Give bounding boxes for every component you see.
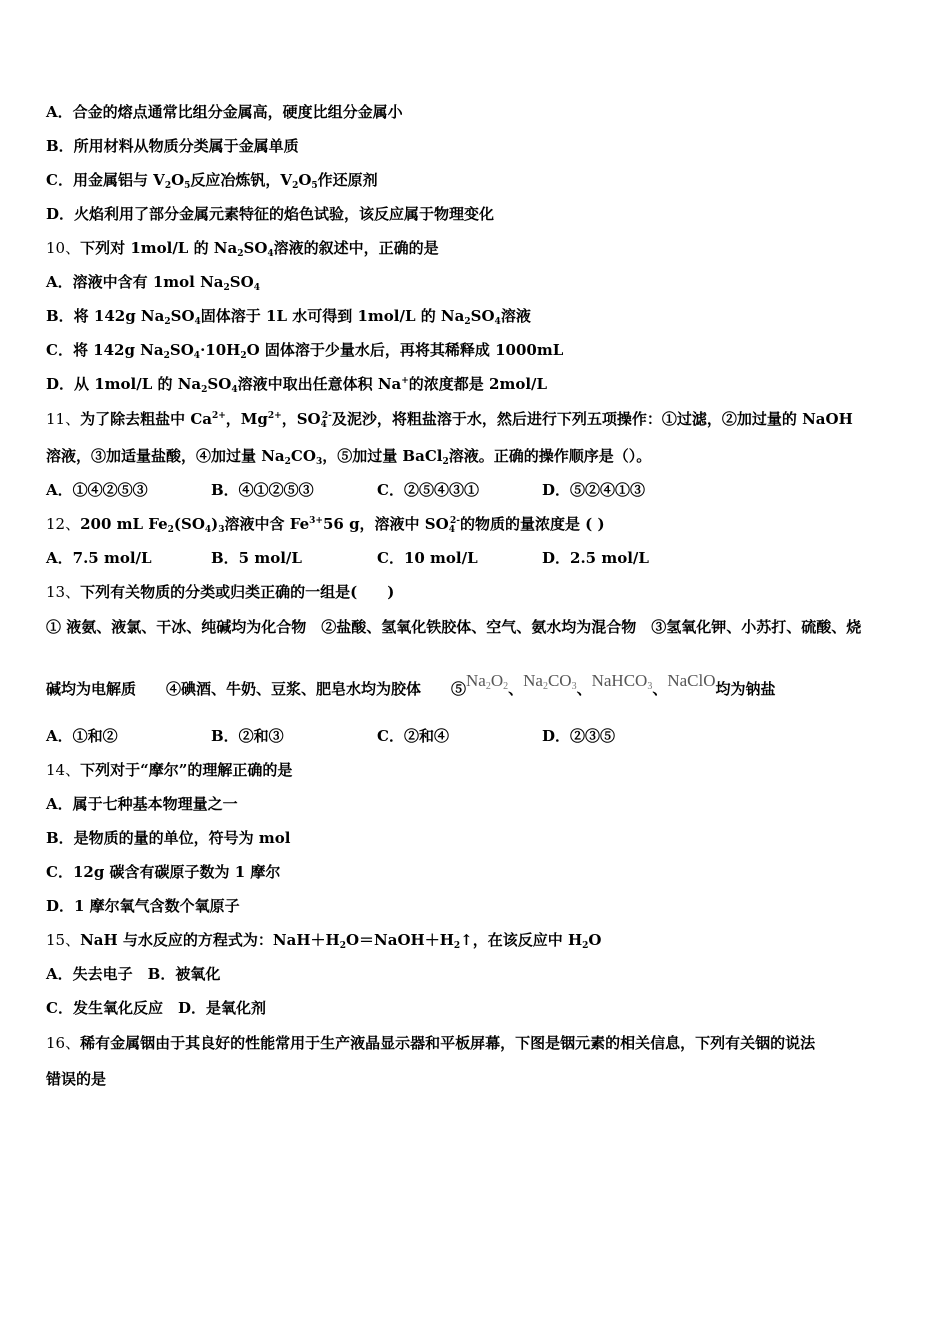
q10-option-d: D．从 1mol/L 的 $Na_2SO_4$溶液中取出任意体积 Na+的浓度都是 2mol/L bbox=[46, 375, 548, 395]
q11-option-b: B．④①②⑤③ bbox=[211, 481, 314, 499]
q14-option-b: B．是物质的量的单位，符号为 mol bbox=[46, 829, 291, 847]
q14-stem: 14、下列对于“摩尔”的理解正确的是 bbox=[46, 761, 293, 779]
q16-stem-line2: 错误的是 bbox=[46, 1070, 107, 1088]
q10-option-c: C．将 142g $Na_2SO_4\cdot 10H_2O$ 固体溶于少量水后，再将其稀释成 1000mL bbox=[46, 341, 564, 361]
q12-option-b: B．5 mol/L bbox=[211, 549, 302, 567]
q9-option-c: C．用金属铝与 $V_2O_5$反应冶炼钒，$V_2O_5$作还原剂 bbox=[46, 171, 378, 191]
q11-stem-line1: 11、为了除去粗盐中 $Ca^{2+}$，$Mg^{2+}$，$SO_4^{2-}$及泥沙，将粗盐溶于水，然后进行下列五项操作：①过滤，②加过量的 NaOH bbox=[46, 410, 853, 430]
q9-option-d: D．火焰利用了部分金属元素特征的焰色试验，该反应属于物理变化 bbox=[46, 205, 495, 223]
q12-option-d: D．2.5 mol/L bbox=[542, 549, 649, 567]
formula-na2co3: $Na_2CO_3$ bbox=[523, 671, 577, 692]
q14-option-c: C．12g 碳含有碳原子数为 1 摩尔 bbox=[46, 863, 281, 881]
q13-option-b: B．②和③ bbox=[211, 727, 284, 745]
q15-options-ab: A．失去电子 B．被氧化 bbox=[46, 965, 221, 983]
q13-option-d: D．②③⑤ bbox=[542, 727, 616, 745]
q13-stem: 13、下列有关物质的分类或归类正确的一组是( ) bbox=[46, 583, 395, 601]
q13-statement-line1: ① 液氨、液氯、干冰、纯碱均为化合物 ②盐酸、氢氧化铁胶体、空气、氨水均为混合物 ③氢氧化钾、小苏打、硫酸、烧 bbox=[46, 618, 862, 636]
q10-stem: 10、下列对 1mol/L 的 $Na_2SO_4$溶液的叙述中，正确的是 bbox=[46, 239, 439, 259]
q15-options-cd: C．发生氧化反应 D．是氧化剂 bbox=[46, 999, 266, 1017]
q10-option-b: B．将 142g $Na_2SO_4$固体溶于 1L 水可得到 1mol/L 的 $Na_2SO_4$溶液 bbox=[46, 307, 531, 327]
q11-option-a: A．①④②⑤③ bbox=[46, 481, 148, 499]
q13-statement-line2: 碱均为电解质 ④碘酒、牛奶、豆浆、肥皂水均为胶体 $⑤Na_2O_2$、$Na_2CO_3$、NaHCO$_3$、NaClO均为钠盐 bbox=[46, 671, 776, 698]
q10-option-a: A．溶液中含有 1mol $Na_2SO_4$ bbox=[46, 273, 260, 293]
formula-na2o2: $Na_2O_2$ bbox=[466, 671, 509, 692]
q16-stem-line1: 16、稀有金属铟由于其良好的性能常用于生产液晶显示器和平板屏幕，下图是铟元素的相关信息，下列有关铟的说法 bbox=[46, 1034, 816, 1052]
q12-option-c: C．10 mol/L bbox=[377, 549, 478, 567]
q14-option-d: D．1 摩尔氧气含数个氧原子 bbox=[46, 897, 240, 915]
q14-option-a: A．属于七种基本物理量之一 bbox=[46, 795, 238, 813]
q12-option-a: A．7.5 mol/L bbox=[46, 549, 152, 567]
q13-option-c: C．②和④ bbox=[377, 727, 449, 745]
q9-option-b: B．所用材料从物质分类属于金属单质 bbox=[46, 137, 299, 155]
formula-nahco3: NaHCO$_3$ bbox=[591, 671, 653, 692]
q11-option-c: C．②⑤④③① bbox=[377, 481, 479, 499]
q9-option-a: A．合金的熔点通常比组分金属高，硬度比组分金属小 bbox=[46, 103, 403, 121]
q11-stem-line2: 溶液，③加适量盐酸，④加过量 $Na_2CO_3$，⑤加过量 BaCl$_2$溶液。正确的操作顺序是（）。 bbox=[46, 447, 652, 467]
q13-option-a: A．①和② bbox=[46, 727, 118, 745]
q11-option-d: D．⑤②④①③ bbox=[542, 481, 646, 499]
q15-stem: 15、NaH 与水反应的方程式为：$NaH+H_2O=NaOH+H_2↑$，在该反应中 $H_2O$ bbox=[46, 931, 602, 951]
q12-stem: 12、200 mL $Fe_2(SO_4)_3$溶液中含 $Fe^{3+}56$ g，溶液中 $SO_4^{2-}$的物质的量浓度是 ( ) bbox=[46, 515, 605, 535]
formula-naclo: NaClO bbox=[667, 671, 716, 690]
